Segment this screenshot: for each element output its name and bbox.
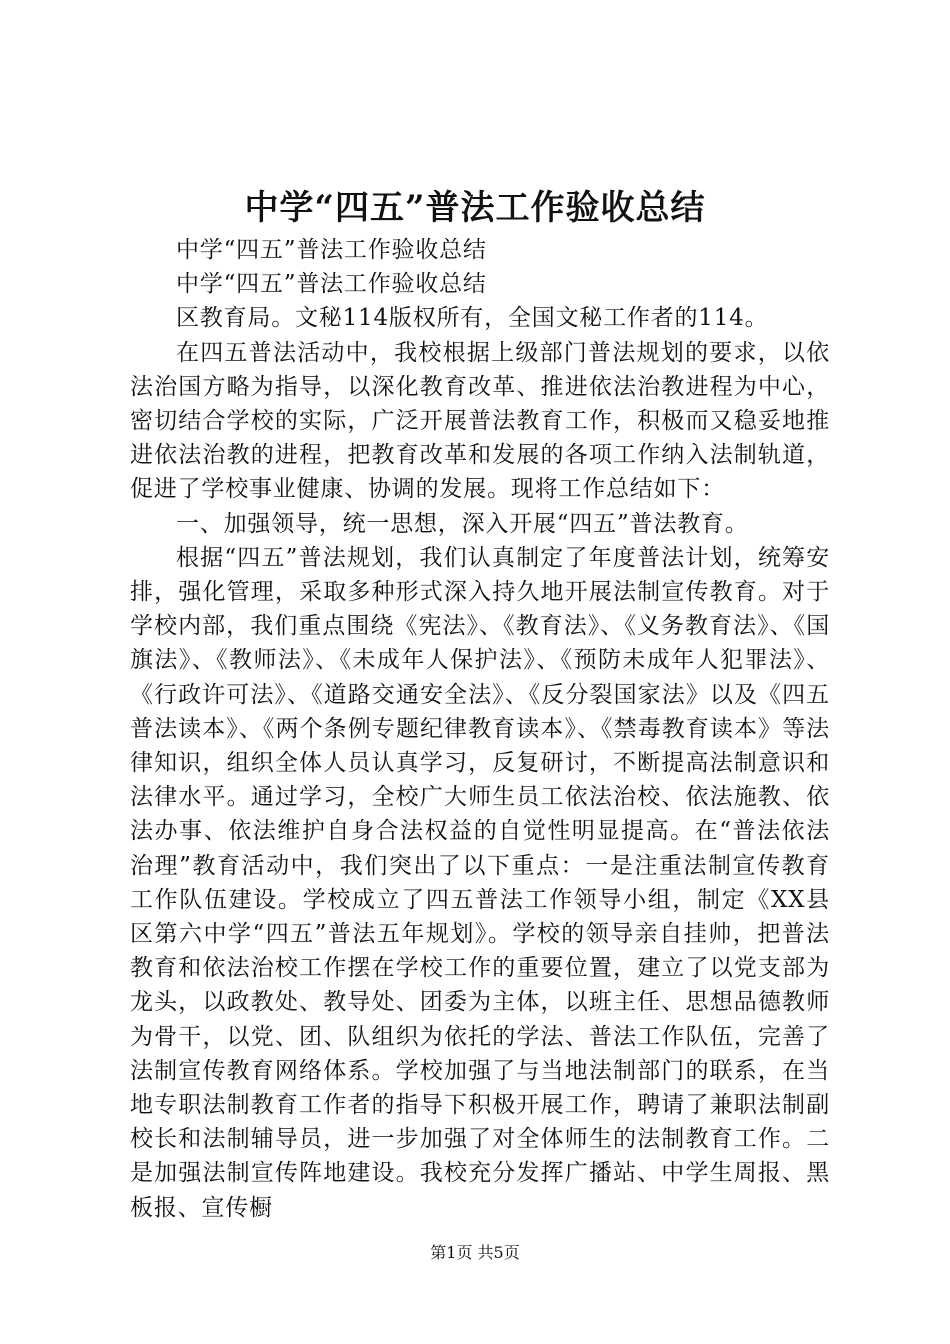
- paragraph: 中学“四五”普法工作验收总结: [176, 271, 487, 298]
- paragraph: 区教育局。文秘114版权所有，全国文秘工作者的114。: [176, 305, 769, 332]
- page-footer: 第1页 共5页: [430, 1243, 520, 1262]
- section-heading: 一、加强领导，统一思想，深入开展“四五”普法教育。: [176, 510, 749, 537]
- document-title: 中学“四五”普法工作验收总结: [244, 188, 706, 228]
- document-body: [130, 233, 830, 1225]
- paragraph: 在四五普法活动中，我校根据上级部门普法规划的要求，以依法治国方略为指导，以深化教育改革、推进依法治教进程为中心，密切结合学校的实际，广泛开展普法教育工作，积极而又稳妥地推进依法治教的进程，把教育改革和发展的各项工作纳入法制轨道，促进了学校事业健康、协调的发展。现将工作总结如下：: [130, 339, 830, 503]
- paragraph: 中学“四五”普法工作验收总结: [176, 237, 487, 263]
- paragraph: 根据“四五”普法规划，我们认真制定了年度普法计划，统筹安排，强化管理，采取多种形式深入持久地开展法制宣传教育。对于学校内部，我们重点围绕《宪法》、《教育法》、《义务教育法》、《国旗法》、《教师法》、《未成年人保护法》、《预防未成年人犯罪法》、《行政许可法》、《道路交通安全法》、《反分裂国家法》以及《四五普法读本》、《两个条例专题纪律教育读本》、《禁毒教育读本》等法律知识，组织全体人员认真学习，反复研讨，不断提高法制意识和法律水平。通过学习，全校广大师生员工依法治校、依法施教、依法办事、依法维护自身合法权益的自觉性明显提高。在“普法依法治理”教育活动中，我们突出了以下重点：一是注重法制宣传教育工作队伍建设。学校成立了四五普法工作领导小组，制定《XX县区第六中学“四五”普法五年规划》。学校的领导亲自挂帅，把普法教育和依法治校工作摆在学校工作的重要位置，建立了以党支部为龙头，以政教处、教导处、团委为主体，以班主任、思想品德教师为骨干，以党、团、队组织为依托的学法、普法工作队伍，完善了法制宣传教育网络体系。学校加强了与当地法制部门的联系，在当地专职法制教育工作者的指导下积极开展工作，聘请了兼职法制副校长和法制辅导员，进一步加强了对全体师生的法制教育工作。二是加强法制宣传阵地建设。我校充分发挥广播站、中学生周报、黑板报、宣传橱: [130, 544, 830, 1221]
